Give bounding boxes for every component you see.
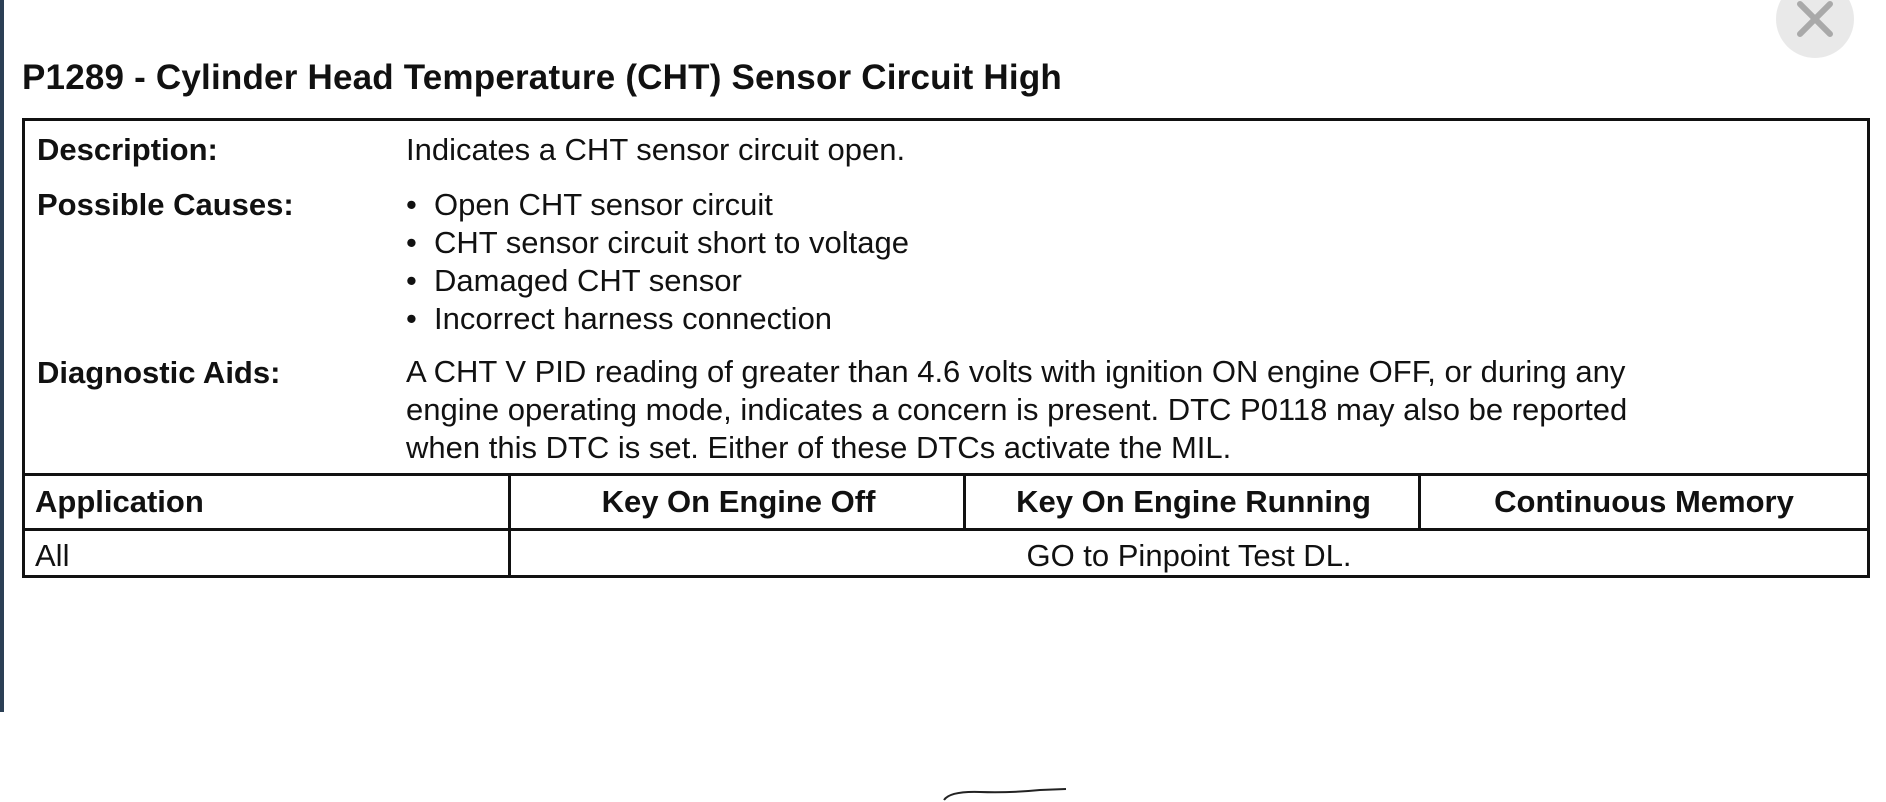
list-item: • Damaged CHT sensor: [406, 263, 742, 298]
list-item: • Open CHT sensor circuit: [406, 187, 773, 222]
list-item: • Incorrect harness connection: [406, 301, 833, 336]
diagnostic-aids-label: Diagnostic Aids:: [37, 355, 281, 390]
possible-causes-label: Possible Causes:: [37, 187, 294, 222]
viewer-left-edge: [0, 0, 4, 712]
table-divider: [508, 476, 511, 578]
dtc-info-box: [22, 118, 1870, 578]
cell-action: GO to Pinpoint Test DL.: [1026, 538, 1352, 573]
pen-mark: [940, 788, 1070, 802]
list-item: • CHT sensor circuit short to voltage: [406, 225, 909, 260]
description-label: Description:: [37, 132, 218, 167]
close-button[interactable]: [1776, 0, 1854, 58]
description-text: Indicates a CHT sensor circuit open.: [406, 132, 906, 167]
cell-application: All: [35, 538, 70, 573]
header-application: Application: [35, 484, 204, 519]
header-key-on-engine-running: Key On Engine Running: [1016, 484, 1371, 519]
possible-causes-list: [406, 186, 909, 338]
diagnostic-aids-text: A CHT V PID reading of greater than 4.6 volts with ignition ON engine OFF, or during any engine operating mode, indicates a concern is present. DTC P0118 may also be reported when this DTC is set. Either of these DTCs activate the MIL.: [406, 354, 1628, 465]
table-divider: [963, 476, 966, 528]
header-key-on-engine-off: Key On Engine Off: [601, 484, 876, 519]
header-continuous-memory: Continuous Memory: [1494, 484, 1794, 519]
application-table: [25, 473, 1867, 578]
close-icon: [1796, 0, 1834, 38]
page-title: P1289 - Cylinder Head Temperature (CHT) Sensor Circuit High: [22, 58, 1062, 97]
table-divider: [1418, 476, 1421, 528]
